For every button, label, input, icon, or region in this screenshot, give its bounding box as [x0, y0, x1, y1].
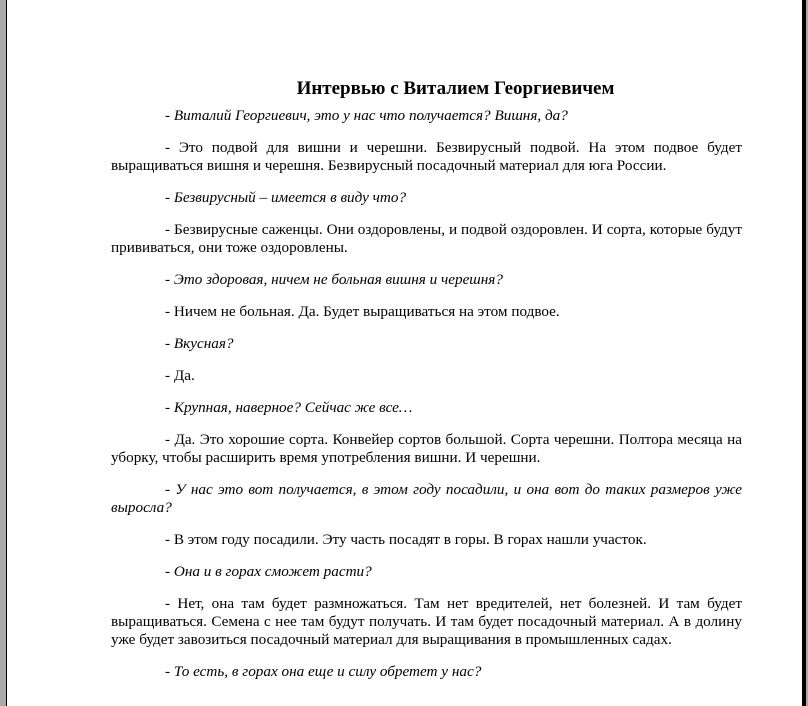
interview-answer: - Безвирусные саженцы. Они оздоровлены, и подвой оздоровлен. И сорта, которые будут прививаться, они тоже оздоровлены. [111, 221, 742, 256]
interview-answer: - Да. [165, 367, 195, 384]
interview-question: - Безвирусный – имеется в виду что? [165, 189, 407, 206]
interview-question: - Она и в горах сможет расти? [165, 563, 372, 580]
interview-answer: - Это подвой для вишни и черешни. Безвирусный подвой. На этом подвое будет выращиваться вишня и черешня. Безвирусный посадочный материал для юга России. [111, 139, 742, 174]
page-shadow [803, 0, 806, 706]
interview-question: - У нас это вот получается, в этом году посадили, и она вот до таких размеров уже выросла? [111, 481, 742, 516]
interview-answer: - Нет, она там будет размножаться. Там нет вредителей, нет болезней. И там будет выращиваться. Семена с нее там будут получать. И там будет посадочный материал. А в долину уже будет завозиться посадочный материал для выращивания в промышленных садах. [111, 595, 742, 648]
document-body[interactable] [111, 78, 742, 695]
interview-question: - Это здоровая, ничем не больная вишня и черешня? [165, 271, 503, 288]
interview-answer: - В этом году посадили. Эту часть посадят в горы. В горах нашли участок. [165, 531, 647, 548]
interview-question: - Виталий Георгиевич, это у нас что получается? Вишня, да? [165, 107, 568, 124]
interview-question: - То есть, в горах она еще и силу обретет у нас? [165, 663, 482, 680]
interview-question: - Вкусная? [165, 335, 234, 352]
document-title: Интервью с Виталием Георгиевичем [296, 78, 615, 99]
interview-answer: - Да. Это хорошие сорта. Конвейер сортов большой. Сорта черешни. Полтора месяца на уборку, чтобы расширить время употребления вишни. И черешни. [111, 431, 742, 466]
interview-question: - Крупная, наверное? Сейчас же все… [165, 399, 413, 416]
interview-answer: - Ничем не больная. Да. Будет выращиваться на этом подвое. [165, 303, 560, 320]
